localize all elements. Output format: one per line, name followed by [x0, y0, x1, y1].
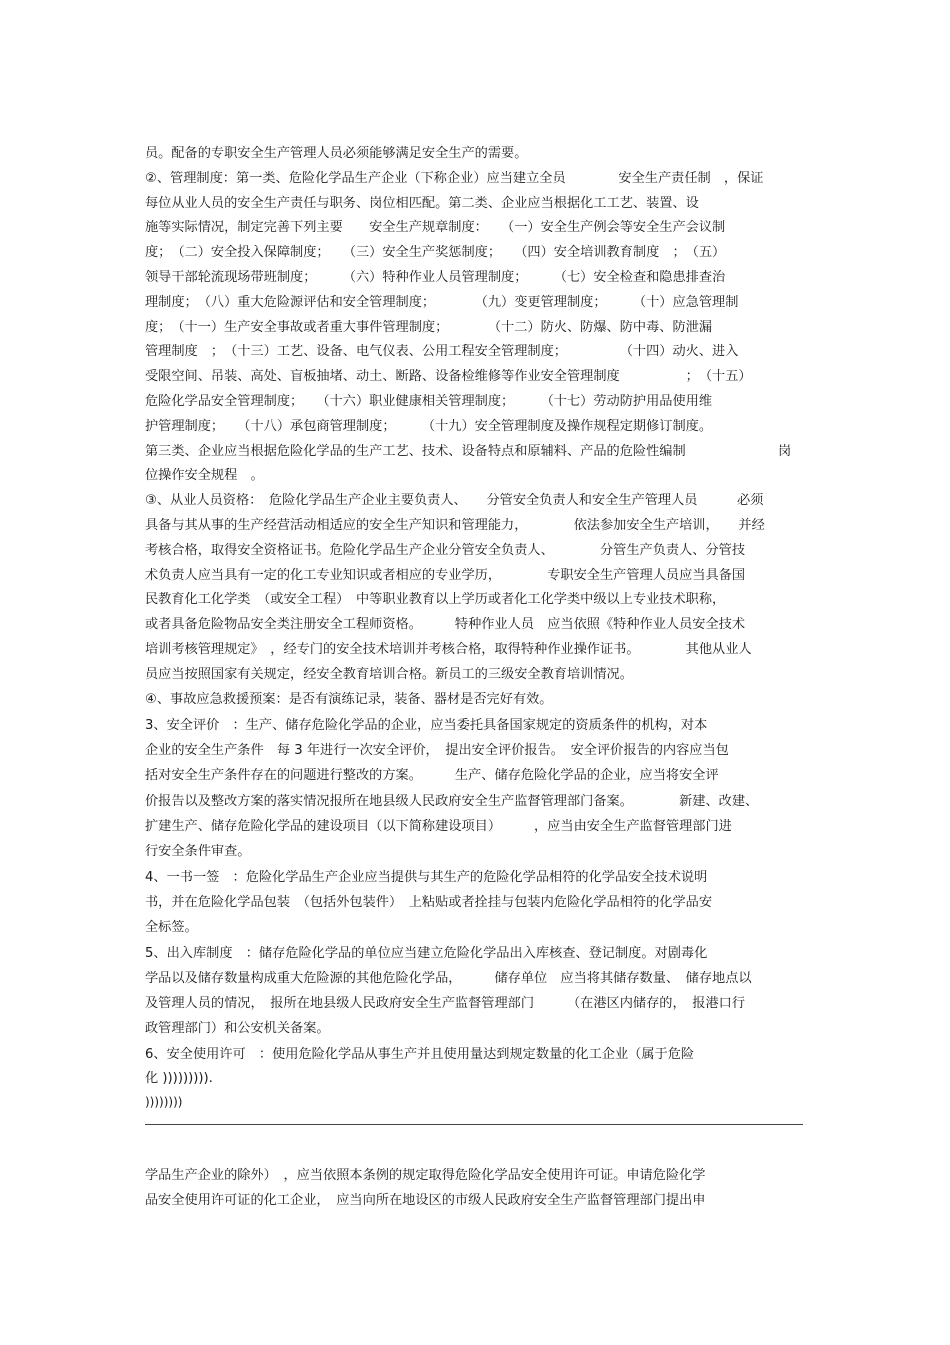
text-line: 行安全条件审查。: [145, 844, 251, 859]
text-line: 危险化学品安全管理制度； （十六）职业健康相关管理制度； （十七）劳动防护用品使用维: [145, 394, 713, 409]
text-line: )))))))): [145, 1095, 183, 1109]
text-line: 培训考核管理规定》 ，经专门的安全技术培训并考核合格，取得特种作业操作证书。 其他从业人: [145, 642, 752, 657]
text-line: 或者具备危险物品安全类注册安全工程师资格。 特种作业人员 应当依照《特种作业人员安全技术: [145, 617, 746, 632]
text-line: 政管理部门）和公安机关备案。: [145, 1021, 330, 1036]
text-line: 考核合格，取得安全资格证书。危险化学品生产企业分管安全负责人、 分管生产负责人、分管技: [145, 543, 746, 558]
text-line: 员。配备的专职安全生产管理人员必须能够满足安全生产的需要。: [145, 146, 528, 161]
text-line: 学品生产企业的除外） ，应当依照本条例的规定取得危险化学品安全使用许可证。申请危险化学: [145, 1168, 706, 1183]
text-line: 化 ))))))))).: [145, 1071, 213, 1086]
text-line: 学品以及储存数量构成重大危险源的其他危险化学品， 储存单位 应当将其储存数量、 储存地点以: [145, 971, 752, 986]
text-line: 术负责人应当具有一定的化工专业知识或者相应的专业学历， 专职安全生产管理人员应当具备国: [145, 568, 746, 583]
text-line: 4、一书一签 ：危险化学品生产企业应当提供与其生产的危险化学品相符的化学品安全技术说明: [145, 870, 708, 885]
text-line: 括对安全生产条件存在的问题进行整改的方案。 生产、储存危险化学品的企业，应当将安全评: [145, 768, 719, 783]
text-line: 企业的安全生产条件 每 3 年进行一次安全评价， 提出安全评价报告。 安全评价报告的内容应当包: [145, 743, 729, 758]
text-line: 民教育化工化学类 （或安全工程） 中等职业教育以上学历或者化工化学类中级以上专业技术职称，: [145, 592, 726, 607]
text-line: 5、出入库制度 ：储存危险化学品的单位应当建立危险化学品出入库核查、登记制度。对剧毒化: [145, 946, 708, 961]
text-line: ③、从业人员资格： 危险化学品生产企业主要负责人、 分管安全负责人和安全生产管理人员 必须: [145, 493, 764, 508]
text-line: 度； （十一）生产安全事故或者重大事件管理制度； （十二）防火、防爆、防中毒、防泄漏: [145, 320, 713, 335]
text-line: 扩建生产、储存危险化学品的建设项目（以下简称建设项目） ，应当由安全生产监督管理部门进: [145, 819, 732, 834]
text-line: 施等实际情况，制定完善下列主要 安全生产规章制度： （一）安全生产例会等安全生产会议制: [145, 220, 726, 235]
text-line: 每位从业人员的安全生产责任与职务、岗位相匹配。第二类、企业应当根据化工工艺、装置、设: [145, 196, 699, 211]
text-line: 员应当按照国家有关规定，经安全教育培训合格。新员工的三级安全教育培训情况。: [145, 667, 633, 682]
text-line: 书，并在危险化学品包装 （包括外包装件） 上粘贴或者拴挂与包装内危险化学品相符的化学品安: [145, 895, 713, 910]
text-line: ②、管理制度：第一类、危险化学品生产企业（下称企业）应当建立全员 安全生产责任制 ，保证: [145, 171, 764, 186]
text-line: 理制度； （八）重大危险源评估和安全管理制度； （九）变更管理制度； （十）应急管理制: [145, 295, 739, 310]
text-line: 3、安全评价 ：生产、储存危险化学品的企业，应当委托具备国家规定的资质条件的机构，对本: [145, 718, 708, 733]
text-line: 品安全使用许可证的化工企业， 应当向所在地设区的市级人民政府安全生产监督管理部门提出申: [145, 1193, 706, 1208]
text-line: 6、安全使用许可 ：使用危险化学品从事生产并且使用量达到规定数量的化工企业（属于危险: [145, 1047, 695, 1062]
text-line: 全标签。: [145, 920, 198, 935]
text-line: ④、事故应急救援预案：是否有演练记录，装备、器材是否完好有效。: [145, 692, 553, 707]
text-line: 领导干部轮流现场带班制度； （六）特种作业人员管理制度； （七）安全检查和隐患排查治: [145, 270, 726, 285]
text-line: 及管理人员的情况， 报所在地县级人民政府安全生产监督管理部门 （在港区内储存的， 报港口行: [145, 996, 746, 1011]
text-line: 位操作安全规程 。: [145, 468, 264, 483]
text-line: 度； （二）安全投入保障制度； （三）安全生产奖惩制度； （四）安全培训教育制度 ； （五）: [145, 245, 726, 260]
text-line: 第三类、企业应当根据危险化学品的生产工艺、技术、设备特点和原辅料、产品的危险性编制 岗: [145, 444, 792, 459]
text-line: 具备与其从事的生产经营活动相适应的安全生产知识和管理能力， 依法参加安全生产培训， 并经: [145, 518, 765, 533]
horizontal-rule: [145, 1124, 803, 1125]
text-line: 价报告以及整改方案的落实情况报所在地县级人民政府安全生产监督管理部门备案。 新建、改建、: [145, 794, 759, 809]
text-line: 护管理制度； （十八）承包商管理制度； （十九）安全管理制度及操作规程定期修订制度。: [145, 419, 713, 434]
text-line: 受限空间、吊装、高处、盲板抽堵、动土、断路、设备检维修等作业安全管理制度 ； （十五）: [145, 369, 752, 384]
text-line: 管理制度 ； （十三）工艺、设备、电气仪表、公用工程安全管理制度； （十四）动火、进入: [145, 344, 739, 359]
